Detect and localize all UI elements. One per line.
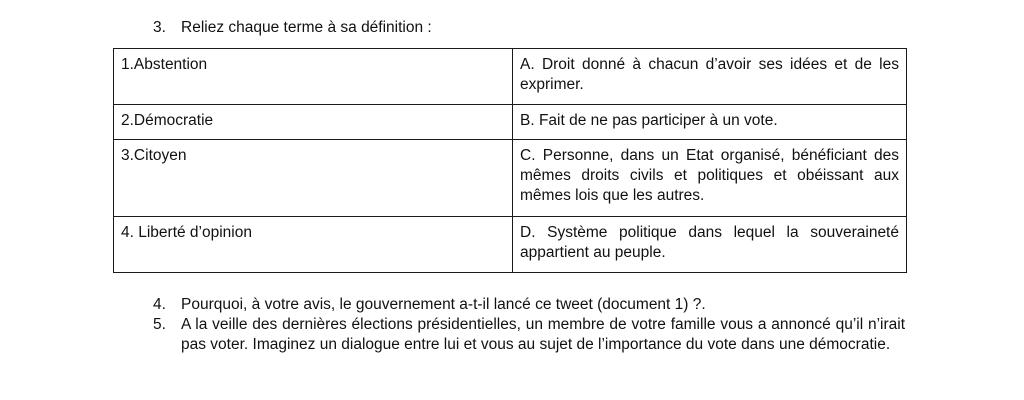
term-cell: 2.Démocratie [114, 105, 513, 140]
table-row [114, 49, 907, 105]
term-cell: 4. Liberté d’opinion [114, 217, 513, 273]
question-3-number: 3. [153, 19, 166, 36]
table-row [114, 105, 907, 140]
question-3-text: Reliez chaque terme à sa définition : [181, 19, 432, 36]
definition-cell: D. Système politique dans lequel la souveraineté appartient au peuple. [513, 217, 907, 273]
question-list [153, 295, 905, 355]
definition-cell: B. Fait de ne pas participer à un vote. [513, 105, 907, 140]
definition-cell: A. Droit donné à chacun d’avoir ses idées et de les exprimer. [513, 49, 907, 105]
table-row [114, 217, 907, 273]
question-4 [153, 295, 905, 315]
question-5-number: 5. [153, 316, 166, 333]
matching-table [113, 48, 907, 273]
term-cell: 3.Citoyen [114, 140, 513, 217]
question-5 [153, 315, 905, 355]
question-4-text: Pourquoi, à votre avis, le gouvernement a-t-il lancé ce tweet (document 1) ?. [181, 296, 706, 313]
table-row [114, 140, 907, 217]
question-4-number: 4. [153, 296, 166, 313]
term-cell: 1.Abstention [114, 49, 513, 105]
question-3 [153, 18, 432, 38]
question-5-text: A la veille des dernières élections présidentielles, un membre de votre famille vous a annoncé qu’il n’irait pas voter. Imaginez un dialogue entre lui et vous au sujet de l’importance du vote dans une démocratie. [181, 316, 905, 353]
definition-cell: C. Personne, dans un Etat organisé, bénéficiant des mêmes droits civils et politiques et obéissant aux mêmes lois que les autres. [513, 140, 907, 217]
